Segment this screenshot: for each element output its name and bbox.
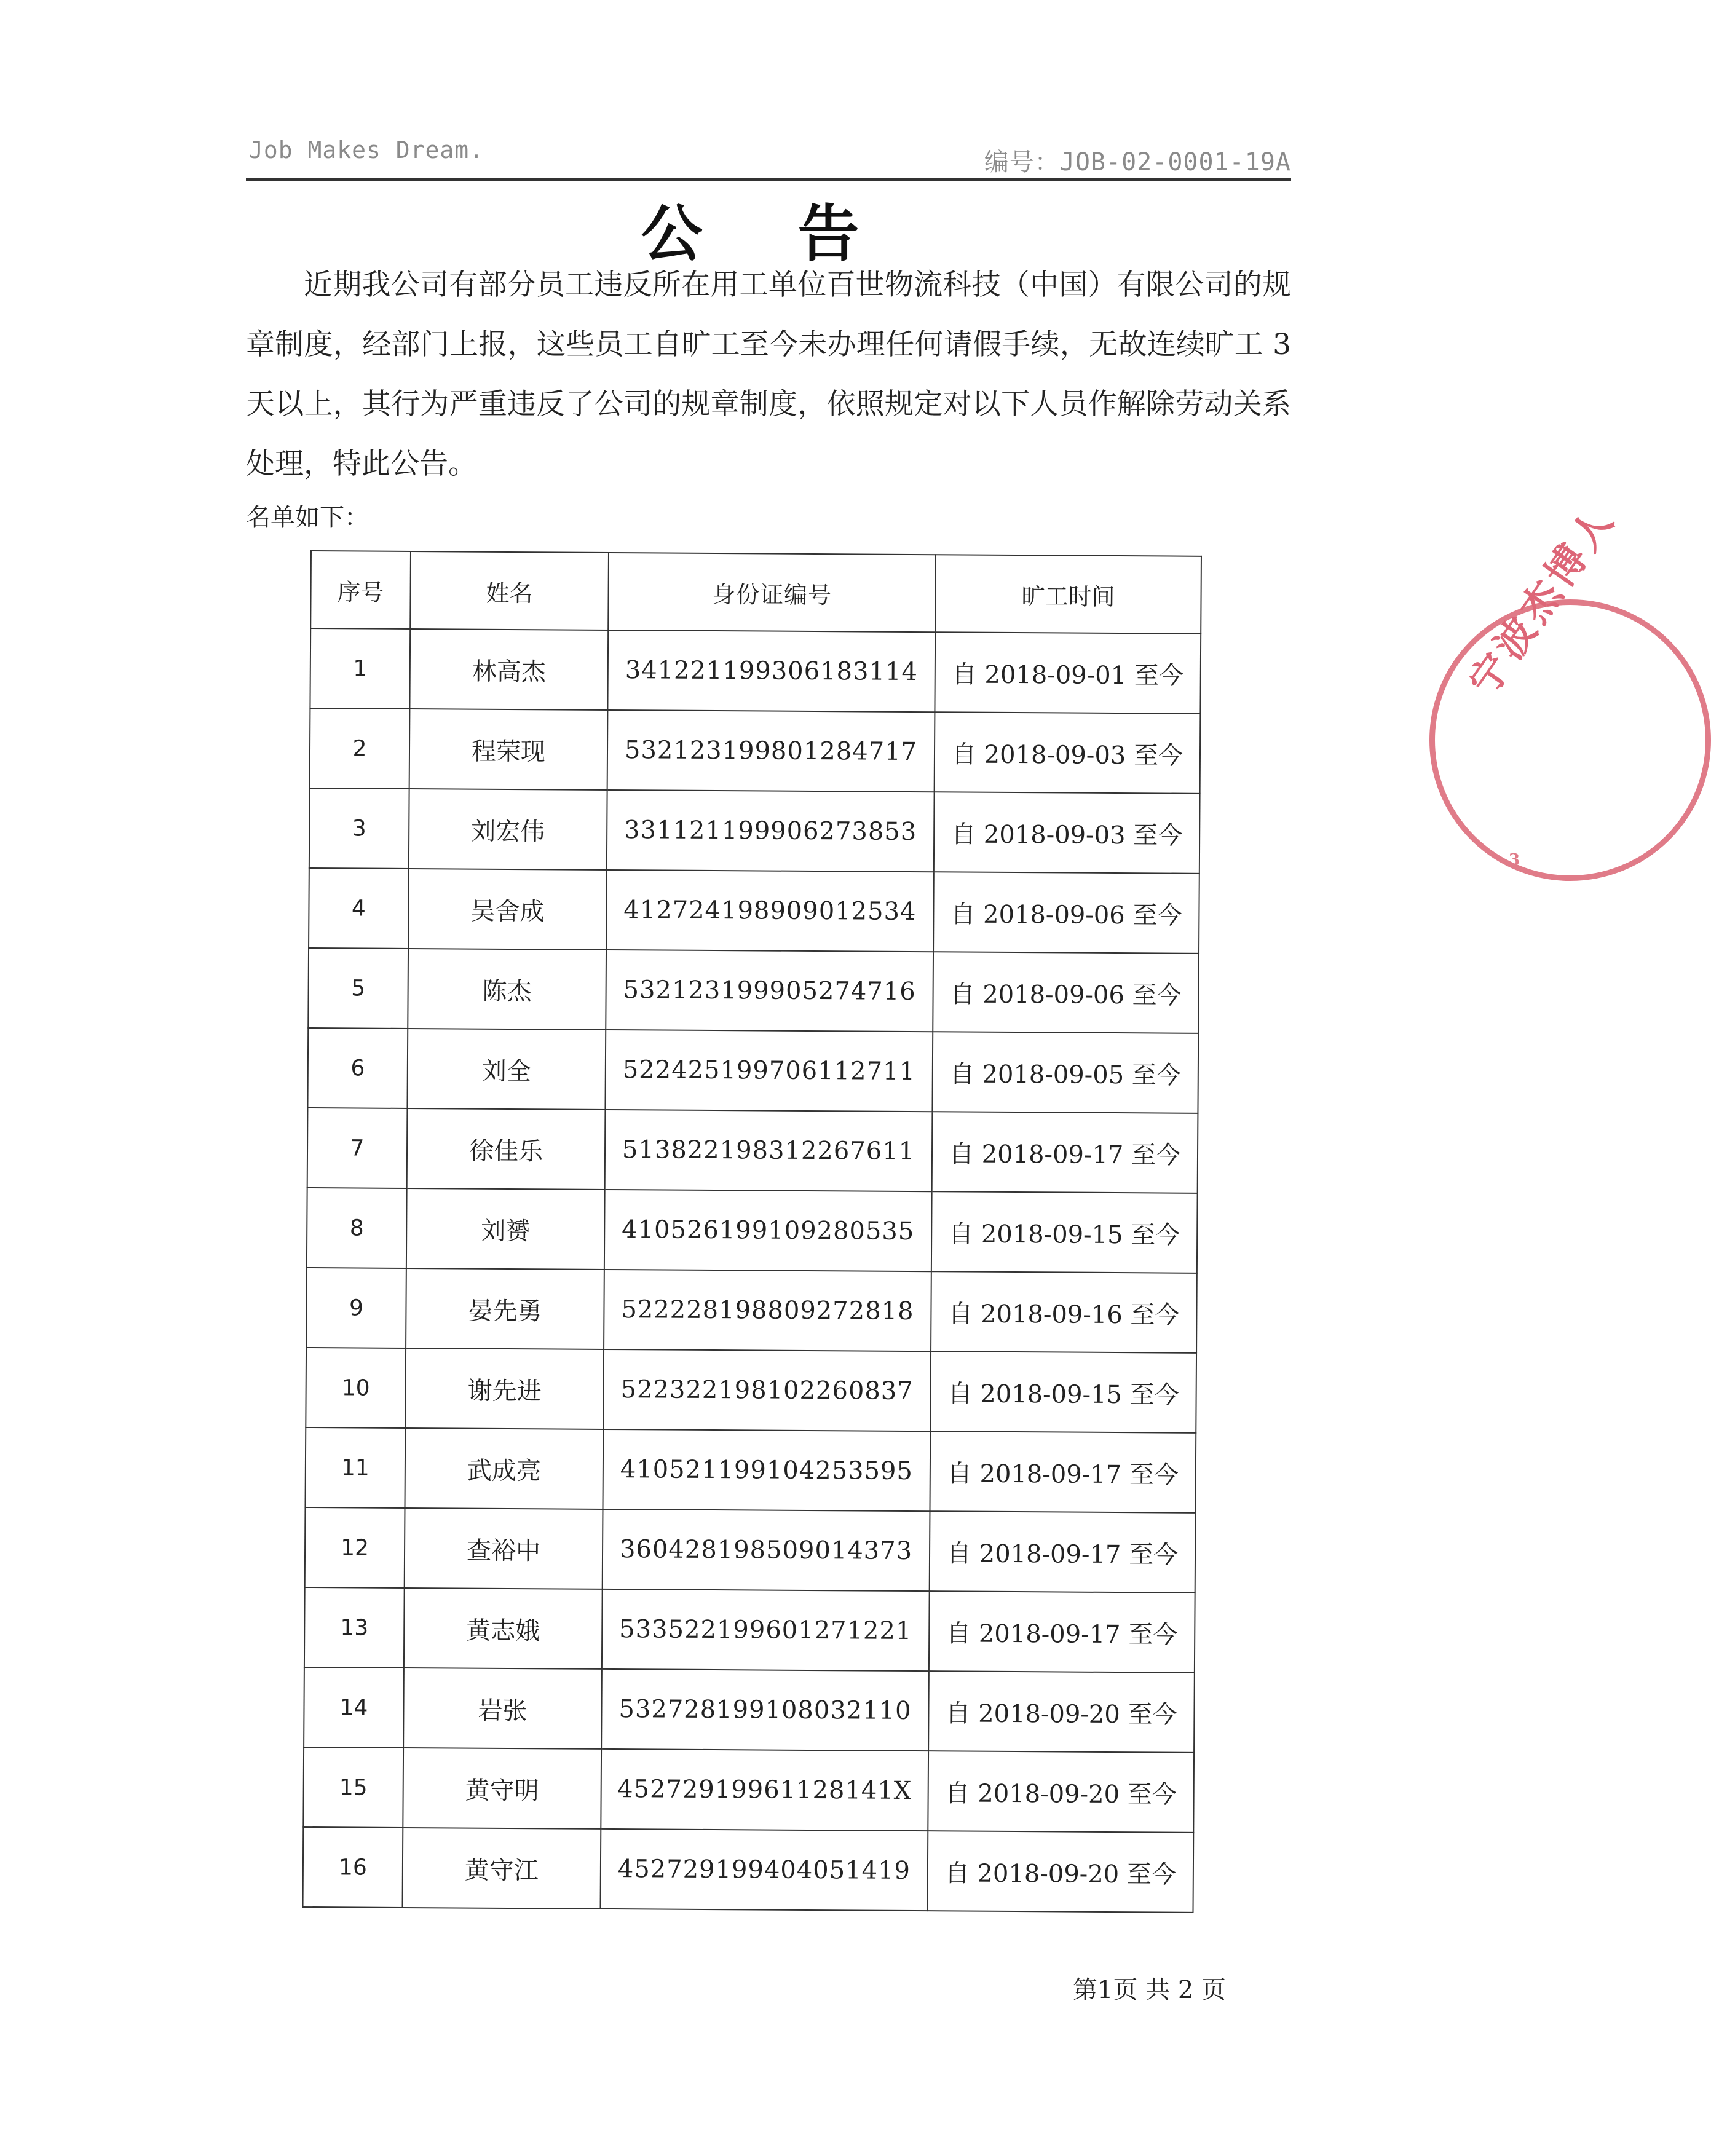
cell-id: 452729199404051419 [601,1829,928,1911]
cell-no: 12 [305,1507,405,1588]
table-row [306,1268,1197,1353]
cell-time: 自 2018-09-15 至今 [931,1191,1198,1273]
cell-time: 自 2018-09-01 至今 [935,632,1201,714]
list-label: 名单如下： [246,503,369,532]
cell-no: 5 [308,948,408,1029]
cell-name: 刘全 [407,1029,606,1110]
header-no: 序号 [310,551,411,629]
cell-no: 14 [304,1667,404,1748]
cell-time: 自 2018-09-06 至今 [933,872,1199,954]
cell-time: 自 2018-09-17 至今 [930,1511,1196,1593]
roster-container [302,550,1202,1913]
table-row [308,948,1199,1033]
seal-code: 3 [1509,851,1520,869]
table-row [305,1507,1196,1593]
table-row [305,1427,1196,1513]
header-name: 姓名 [410,551,609,630]
cell-id: 533522199601271221 [602,1589,930,1671]
cell-no: 16 [303,1827,403,1908]
cell-id: 532728199108032110 [601,1669,929,1751]
cell-name: 黄志娥 [404,1588,603,1669]
cell-name: 陈杰 [408,949,606,1030]
table-row [310,708,1201,794]
table-row [307,1108,1198,1193]
header-slogan: Job Makes Dream. [249,136,484,164]
table-row [309,788,1200,874]
cell-time: 自 2018-09-03 至今 [935,712,1201,794]
cell-name: 黄守江 [403,1828,601,1909]
cell-no: 3 [309,788,409,869]
cell-time: 自 2018-09-20 至今 [928,1751,1194,1833]
cell-id: 513822198312267611 [605,1110,933,1191]
company-seal [1429,496,1711,881]
cell-time: 自 2018-09-17 至今 [932,1112,1198,1193]
cell-name: 徐佳乐 [407,1108,606,1190]
seal-text: 宁波杰博人 [1460,496,1626,705]
cell-name: 刘赟 [406,1188,605,1270]
cell-no: 6 [307,1028,408,1108]
cell-no: 10 [306,1348,406,1428]
cell-time: 自 2018-09-15 至今 [930,1351,1196,1433]
cell-time: 自 2018-09-20 至今 [927,1831,1193,1913]
table-row [310,628,1201,714]
cell-no: 7 [307,1108,408,1188]
roster-table [302,550,1202,1913]
cell-id: 331121199906273853 [607,790,935,872]
cell-id: 410526199109280535 [604,1190,932,1271]
cell-no: 13 [304,1587,405,1668]
table-row [304,1667,1195,1753]
document-number: 编号：JOB-02-0001-19A [984,148,1291,176]
cell-time: 自 2018-09-06 至今 [933,952,1199,1033]
cell-name: 吴舍成 [408,869,607,950]
cell-no: 4 [309,868,409,949]
cell-id: 532123199801284717 [607,710,935,792]
table-row [306,1348,1196,1433]
table-row [307,1188,1198,1273]
cell-id: 412724198909012534 [606,870,934,952]
table-header-row [310,551,1201,634]
cell-name: 晏先勇 [406,1268,604,1349]
cell-no: 1 [310,628,410,709]
cell-time: 自 2018-09-05 至今 [932,1032,1198,1113]
cell-time: 自 2018-09-16 至今 [931,1271,1197,1353]
cell-name: 黄守明 [403,1748,601,1829]
roster-body [303,628,1201,1913]
cell-name: 谢先进 [405,1348,604,1429]
cell-id: 522228198809272818 [604,1270,931,1351]
cell-no: 2 [310,708,410,789]
header-divider [246,178,1291,181]
page-number: 第1页 共 2 页 [1073,1976,1227,2004]
cell-id: 45272919961128141X [601,1749,928,1831]
cell-name: 林高杰 [409,629,608,710]
cell-no: 11 [305,1427,405,1508]
cell-name: 程荣现 [409,709,608,790]
cell-time: 自 2018-09-17 至今 [930,1431,1196,1513]
cell-no: 15 [303,1747,403,1828]
cell-no: 9 [306,1268,406,1348]
cell-name: 刘宏伟 [409,789,607,870]
header-time: 旷工时间 [935,555,1201,634]
table-row [303,1747,1194,1833]
page-title: 公 告 [641,198,896,270]
cell-time: 自 2018-09-03 至今 [934,792,1200,874]
cell-name: 查裕中 [405,1508,603,1589]
notice-body: 近期我公司有部分员工违反所在用工单位百世物流科技（中国）有限公司的规章制度，经部门上报，这些员工自旷工至今未办理任何请假手续，无故连续旷工 3 天以上，其行为严重违反了公司的规章制度，依照规定对以下人员作解除劳动关系处理，特此公告。 [246,268,1291,481]
cell-id: 532123199905274716 [606,950,933,1032]
cell-no: 8 [307,1188,407,1268]
cell-time: 自 2018-09-17 至今 [929,1591,1195,1673]
cell-id: 360428198509014373 [603,1509,930,1591]
table-row [307,1028,1198,1113]
cell-id: 522322198102260837 [603,1349,931,1431]
cell-id: 341221199306183114 [607,630,935,712]
cell-name: 岩张 [403,1668,602,1749]
cell-name: 武成亮 [405,1428,603,1509]
cell-id: 410521199104253595 [603,1429,930,1511]
cell-id: 522425199706112711 [605,1030,933,1112]
table-row [309,868,1199,954]
cell-time: 自 2018-09-20 至今 [928,1671,1195,1753]
table-row [304,1587,1195,1673]
table-row [303,1827,1194,1913]
header-id: 身份证编号 [608,553,936,632]
